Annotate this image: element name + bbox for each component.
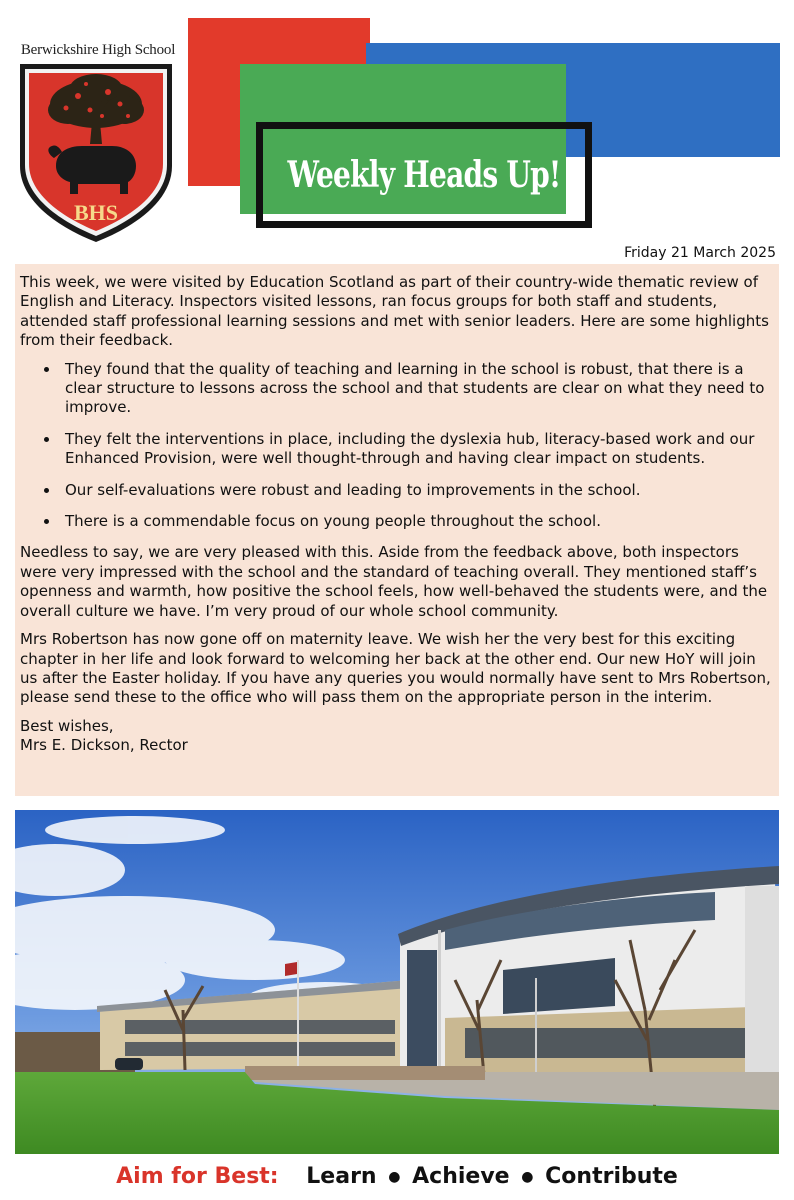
crest-initials: BHS	[73, 200, 119, 225]
feedback-item: • They felt the interventions in place, including the dyslexia hub, literacy-based work and our Enhanced Provision, were well thought-through and having clear impact on students.	[60, 430, 773, 469]
feedback-item: • There is a commendable focus on young people throughout the school.	[60, 512, 773, 531]
school-name: Berwickshire High School	[20, 42, 176, 58]
letter-intro: This week, we were visited by Education Scotland as part of their country-wide thematic review of English and Literacy. Inspectors visited lessons, ran focus groups for both staff and students, attended staff professional learning sessions and met with senior leaders. Here are some highlights from their feedback.	[20, 273, 769, 350]
motto-value-learn: Learn	[306, 1164, 377, 1189]
motto-aim: Aim for Best:	[116, 1164, 279, 1189]
letter-signoff	[20, 717, 773, 756]
letter-paragraph: Needless to say, we are very pleased with this. Aside from the feedback above, both inspectors were very impressed with the school and the standard of teaching overall. They mentioned staff’s openness and warmth, how positive the school feels, how well-behaved the students were, and the overall culture we have. I’m very proud of our whole school community.	[20, 543, 768, 620]
feedback-item: • They found that the quality of teaching and learning in the school is robust, that there is a clear structure to lessons across the school and that students are clear on what they need to improve.	[60, 360, 773, 418]
newsletter-title: Weekly Heads Up!	[287, 154, 561, 196]
letter-paragraph: Mrs Robertson has now gone off on maternity leave. We wish her the very best for this exciting chapter in her life and look forward to welcoming her back at the other end. Our new HoY will join us after the Easter holiday. If you have any queries you would normally have sent to Mrs Robertson, please send these to the office who will pass them on the appropriate person in the interim.	[20, 630, 771, 707]
issue-date: Friday 21 March 2025	[624, 245, 776, 261]
feedback-list	[20, 360, 773, 532]
letter-body	[15, 264, 779, 796]
school-crest-logo	[16, 62, 176, 244]
bullet-dot: ●	[521, 1169, 534, 1185]
signoff-text: Best wishes,	[20, 716, 114, 735]
footer-motto	[0, 1164, 794, 1189]
bullet-dot: ●	[388, 1169, 401, 1185]
signature-text: Mrs E. Dickson, Rector	[20, 736, 188, 755]
school-building-photo	[15, 810, 779, 1154]
feedback-item: • Our self-evaluations were robust and leading to improvements in the school.	[60, 481, 773, 500]
title-frame	[256, 122, 592, 228]
motto-value-achieve: Achieve	[412, 1164, 510, 1189]
motto-value-contribute: Contribute	[545, 1164, 678, 1189]
